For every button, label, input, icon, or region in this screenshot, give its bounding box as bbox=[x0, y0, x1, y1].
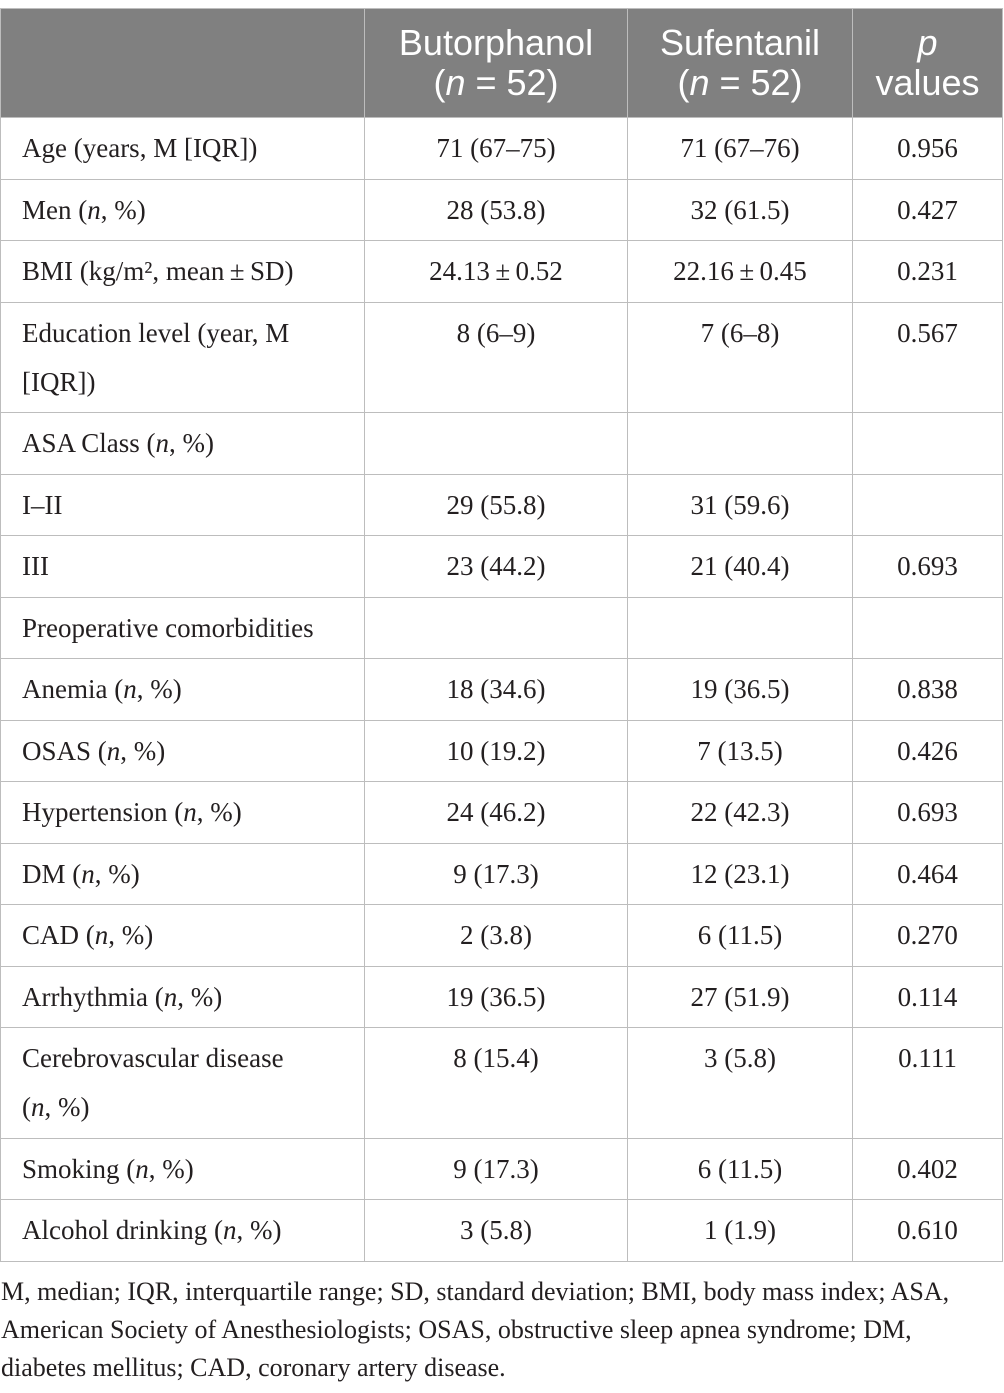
butorphanol-value-cell: 2 (3.8) bbox=[365, 905, 628, 967]
paren-open: ( bbox=[677, 62, 690, 103]
sufentanil-value-cell: 32 (61.5) bbox=[628, 180, 853, 242]
row-label-cell bbox=[1, 782, 365, 844]
sufentanil-value-cell: 7 (6–8) bbox=[628, 303, 853, 414]
n-value: = 52) bbox=[709, 62, 803, 103]
table-row-arrhythmia-n bbox=[1, 967, 1003, 1029]
butorphanol-value-cell: 24 (46.2) bbox=[365, 782, 628, 844]
label-text: , %) bbox=[148, 1153, 194, 1184]
demographics-table bbox=[0, 8, 1003, 1262]
row-label-cell bbox=[1, 1200, 365, 1262]
table-footnote bbox=[1, 1273, 949, 1387]
table-row-iii bbox=[1, 536, 1003, 598]
label-text: [IQR]) bbox=[22, 366, 96, 397]
sufentanil-value-cell: 3 (5.8) bbox=[628, 1028, 853, 1139]
label-text: ( bbox=[22, 1092, 31, 1122]
table-header-row bbox=[1, 9, 1003, 118]
label-text: , %) bbox=[177, 981, 223, 1012]
p-value-cell: 0.402 bbox=[853, 1139, 1003, 1201]
row-label-line bbox=[22, 309, 358, 358]
label-text: Education level (year, M bbox=[22, 317, 290, 348]
p-value-cell: 0.427 bbox=[853, 180, 1003, 242]
row-label-cell bbox=[1, 180, 365, 242]
label-text: , %) bbox=[94, 858, 140, 889]
table-row-alcohol-drinking-n bbox=[1, 1200, 1003, 1262]
butorphanol-value-cell: 9 (17.3) bbox=[365, 844, 628, 906]
sufentanil-value-cell: 31 (59.6) bbox=[628, 475, 853, 537]
row-label-cell bbox=[1, 967, 365, 1029]
italic-symbol: n bbox=[123, 674, 137, 704]
footnote-line: American Society of Anesthesiologists; OSAS, obstructive sleep apnea syndrome; DM, bbox=[1, 1315, 912, 1344]
label-text: , %) bbox=[169, 428, 215, 458]
header-butorphanol-name: Butorphanol bbox=[398, 22, 594, 63]
row-label-cell bbox=[1, 598, 365, 660]
header-p-symbol bbox=[859, 23, 996, 63]
row-label-cell bbox=[1, 659, 365, 721]
butorphanol-value-cell: 18 (34.6) bbox=[365, 659, 628, 721]
row-label-line bbox=[22, 1206, 358, 1255]
row-label-line bbox=[22, 542, 358, 591]
n-value: = 52) bbox=[465, 62, 559, 103]
row-label-cell bbox=[1, 413, 365, 475]
butorphanol-value-cell: 8 (15.4) bbox=[365, 1028, 628, 1139]
table-row-i-ii bbox=[1, 475, 1003, 537]
label-text: III bbox=[22, 551, 49, 581]
italic-symbol: n bbox=[183, 797, 197, 827]
italic-symbol: n bbox=[135, 1153, 149, 1184]
butorphanol-value-cell: 23 (44.2) bbox=[365, 536, 628, 598]
p-value-cell bbox=[853, 475, 1003, 537]
row-label-line bbox=[22, 1083, 358, 1132]
label-text: Cerebrovascular disease bbox=[22, 1043, 284, 1073]
sufentanil-value-cell: 12 (23.1) bbox=[628, 844, 853, 906]
label-text: Arrhythmia ( bbox=[22, 981, 164, 1012]
butorphanol-value-cell: 28 (53.8) bbox=[365, 180, 628, 242]
italic-symbol: n bbox=[81, 858, 95, 889]
table-row-cerebrovascular-disease bbox=[1, 1028, 1003, 1139]
row-label-line bbox=[22, 727, 358, 776]
p-value-cell: 0.956 bbox=[853, 118, 1003, 180]
butorphanol-value-cell: 24.13 ± 0.52 bbox=[365, 241, 628, 303]
row-label-line bbox=[22, 481, 358, 530]
row-label-line bbox=[22, 604, 358, 653]
header-cell-sufentanil bbox=[628, 9, 853, 118]
sufentanil-value-cell bbox=[628, 413, 853, 475]
label-text: , %) bbox=[120, 735, 166, 766]
label-text: DM ( bbox=[22, 858, 82, 889]
italic-symbol: n bbox=[445, 62, 466, 103]
row-label-line bbox=[22, 124, 358, 173]
label-text: Alcohol drinking ( bbox=[22, 1215, 223, 1245]
table-row-dm-n bbox=[1, 844, 1003, 906]
sufentanil-value-cell: 7 (13.5) bbox=[628, 721, 853, 783]
paren-open: ( bbox=[433, 62, 446, 103]
label-text: , %) bbox=[108, 920, 154, 950]
italic-symbol: n bbox=[106, 735, 121, 766]
label-text: I–II bbox=[22, 489, 63, 520]
row-label-cell bbox=[1, 536, 365, 598]
label-text: BMI (kg/m², mean ± SD) bbox=[22, 256, 294, 286]
italic-symbol: n bbox=[87, 194, 101, 225]
table-row-cad-n bbox=[1, 905, 1003, 967]
p-value-cell: 0.270 bbox=[853, 905, 1003, 967]
row-label-line bbox=[22, 1034, 358, 1083]
table-body bbox=[1, 118, 1003, 1262]
p-value-cell: 0.567 bbox=[853, 303, 1003, 414]
sufentanil-value-cell: 22.16 ± 0.45 bbox=[628, 241, 853, 303]
italic-symbol: n bbox=[155, 428, 170, 458]
label-text: , %) bbox=[136, 674, 182, 704]
row-label-line bbox=[22, 911, 358, 960]
p-value-cell: 0.610 bbox=[853, 1200, 1003, 1262]
header-cell-butorphanol bbox=[365, 9, 628, 118]
footnote-line: M, median; IQR, interquartile range; SD, standard deviation; BMI, body mass index; ASA, bbox=[1, 1277, 950, 1306]
butorphanol-value-cell: 71 (67–75) bbox=[365, 118, 628, 180]
row-label-cell bbox=[1, 303, 365, 414]
p-value-cell: 0.693 bbox=[853, 536, 1003, 598]
sufentanil-value-cell: 21 (40.4) bbox=[628, 536, 853, 598]
butorphanol-value-cell: 3 (5.8) bbox=[365, 1200, 628, 1262]
table-row-asa-class-n bbox=[1, 413, 1003, 475]
table-row-anemia-n bbox=[1, 659, 1003, 721]
footnote-line: diabetes mellitus; CAD, coronary artery disease. bbox=[1, 1353, 506, 1382]
label-text: CAD ( bbox=[22, 920, 95, 950]
sufentanil-value-cell: 6 (11.5) bbox=[628, 905, 853, 967]
butorphanol-value-cell: 10 (19.2) bbox=[365, 721, 628, 783]
p-value-cell: 0.693 bbox=[853, 782, 1003, 844]
table-row-age-years-m-iqr bbox=[1, 118, 1003, 180]
row-label-line bbox=[22, 358, 358, 407]
header-sufentanil-n bbox=[634, 63, 846, 103]
header-cell-p-values bbox=[853, 9, 1003, 118]
header-sufentanil-name: Sufentanil bbox=[659, 22, 821, 63]
label-text: , %) bbox=[100, 194, 146, 225]
italic-symbol: n bbox=[222, 1215, 237, 1245]
p-value-cell: 0.838 bbox=[853, 659, 1003, 721]
p-value-cell: 0.231 bbox=[853, 241, 1003, 303]
table-row-smoking-n bbox=[1, 1139, 1003, 1201]
table-row-osas-n bbox=[1, 721, 1003, 783]
label-text: ASA Class ( bbox=[22, 428, 156, 458]
label-text: Men ( bbox=[22, 194, 88, 225]
row-label-cell bbox=[1, 1028, 365, 1139]
row-label-line bbox=[22, 788, 358, 837]
italic-symbol: n bbox=[689, 62, 710, 103]
row-label-cell bbox=[1, 1139, 365, 1201]
label-text: Smoking ( bbox=[22, 1153, 136, 1184]
table-row-men-n bbox=[1, 180, 1003, 242]
p-value-cell: 0.111 bbox=[853, 1028, 1003, 1139]
p-value-cell bbox=[853, 413, 1003, 475]
label-text: Anemia ( bbox=[22, 674, 124, 704]
row-label-line bbox=[22, 973, 358, 1022]
butorphanol-value-cell bbox=[365, 598, 628, 660]
header-cell-label-column bbox=[1, 9, 365, 118]
table-row-preoperative-comorbidities bbox=[1, 598, 1003, 660]
row-label-cell bbox=[1, 905, 365, 967]
label-text: Age (years, M [IQR]) bbox=[22, 133, 258, 163]
sufentanil-value-cell bbox=[628, 598, 853, 660]
butorphanol-value-cell: 8 (6–9) bbox=[365, 303, 628, 414]
header-butorphanol-n bbox=[371, 63, 621, 103]
italic-symbol: n bbox=[163, 981, 178, 1012]
butorphanol-value-cell: 19 (36.5) bbox=[365, 967, 628, 1029]
table-row-hypertension-n bbox=[1, 782, 1003, 844]
row-label-line bbox=[22, 186, 358, 235]
row-label-line bbox=[22, 665, 358, 714]
sufentanil-value-cell: 71 (67–76) bbox=[628, 118, 853, 180]
label-text: , %) bbox=[236, 1215, 282, 1245]
row-label-line bbox=[22, 1145, 358, 1194]
header-p-label: values bbox=[875, 62, 980, 103]
row-label-line bbox=[22, 419, 358, 468]
butorphanol-value-cell bbox=[365, 413, 628, 475]
row-label-line bbox=[22, 850, 358, 899]
p-value-cell: 0.426 bbox=[853, 721, 1003, 783]
italic-symbol: n bbox=[31, 1092, 45, 1122]
sufentanil-value-cell: 6 (11.5) bbox=[628, 1139, 853, 1201]
italic-symbol: p bbox=[917, 22, 938, 63]
row-label-cell bbox=[1, 844, 365, 906]
row-label-line bbox=[22, 247, 358, 296]
p-value-cell bbox=[853, 598, 1003, 660]
butorphanol-value-cell: 29 (55.8) bbox=[365, 475, 628, 537]
table-row-bmi-kg-m-mean-sd bbox=[1, 241, 1003, 303]
butorphanol-value-cell: 9 (17.3) bbox=[365, 1139, 628, 1201]
row-label-cell bbox=[1, 475, 365, 537]
label-text: , %) bbox=[196, 797, 242, 827]
label-text: OSAS ( bbox=[22, 735, 107, 766]
sufentanil-value-cell: 27 (51.9) bbox=[628, 967, 853, 1029]
sufentanil-value-cell: 22 (42.3) bbox=[628, 782, 853, 844]
p-value-cell: 0.114 bbox=[853, 967, 1003, 1029]
table-row-education-level-year-m bbox=[1, 303, 1003, 414]
label-text: Preoperative comorbidities bbox=[22, 612, 314, 643]
sufentanil-value-cell: 19 (36.5) bbox=[628, 659, 853, 721]
italic-symbol: n bbox=[94, 920, 109, 950]
row-label-cell bbox=[1, 118, 365, 180]
row-label-cell bbox=[1, 241, 365, 303]
label-text: Hypertension ( bbox=[22, 797, 184, 827]
sufentanil-value-cell: 1 (1.9) bbox=[628, 1200, 853, 1262]
p-value-cell: 0.464 bbox=[853, 844, 1003, 906]
row-label-cell bbox=[1, 721, 365, 783]
label-text: , %) bbox=[44, 1092, 90, 1122]
